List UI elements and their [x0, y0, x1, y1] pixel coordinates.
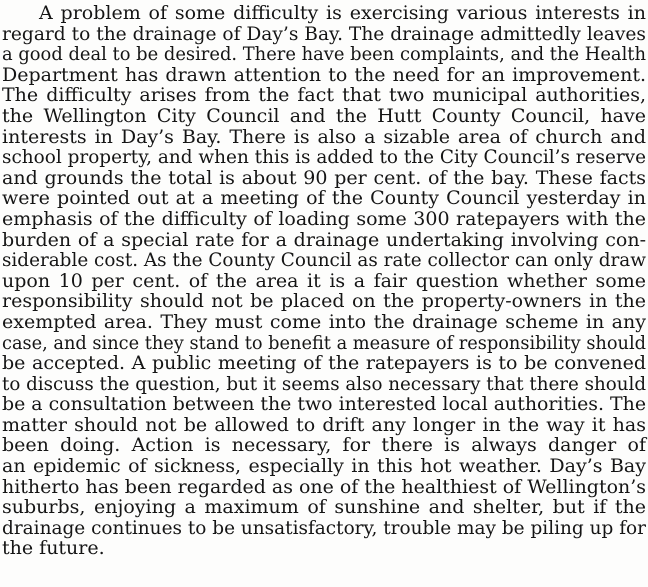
article-line-26: drainage continues to be unsatisfactory, trouble may be piling up for	[2, 516, 646, 539]
article-line-21: matter should not be allowed to drift any longer in the way it has	[2, 413, 646, 436]
article-line-1: A problem of some difficulty is exercising various interests in	[39, 2, 646, 24]
article-line-25: suburbs, enjoying a maximum of sunshine and shelter, but if the	[2, 496, 646, 519]
article-line-23: an epidemic of sickness, especially in this hot weather. Day’s Bay	[2, 455, 646, 478]
article-line-24: hitherto has been regarded as one of the healthiest of Wellington’s	[2, 475, 646, 498]
article-line-27: the future.	[2, 537, 105, 560]
article-line-5: The difficulty arises from the fact that two municipal authorities,	[2, 84, 646, 107]
article-line-16: exempted area. They must come into the drainage scheme in any	[2, 310, 646, 333]
article-line-7: interests in Day’s Bay. There is also a sizable area of church and	[2, 125, 646, 148]
article-line-11: emphasis of the difficulty of loading some 300 ratepayers with the	[2, 207, 646, 230]
article-line-14: upon 10 per cent. of the area it is a fair question whether some	[2, 269, 646, 292]
article-line-15: responsibility should not be placed on the property-owners in the	[2, 290, 646, 313]
article-line-18: be accepted. A public meeting of the ratepayers is to be convened	[2, 352, 646, 375]
article-line-12: burden of a special rate for a drainage undertaking involving con-	[2, 228, 646, 251]
article-line-2: regard to the drainage of Day’s Bay. The drainage admittedly leaves	[2, 22, 646, 45]
editorial-article	[2, 3, 646, 559]
article-line-22: been doing. Action is necessary, for there is always danger of	[2, 434, 646, 457]
article-line-4: Department has drawn attention to the need for an improvement.	[2, 63, 646, 86]
article-line-17: case, and since they stand to benefit a measure of responsibility should	[2, 331, 647, 354]
article-line-8: school property, and when this is added to the City Council’s reserve	[2, 146, 646, 169]
article-line-6: the Wellington City Council and the Hutt County Council, have	[2, 104, 646, 127]
article-line-10: were pointed out at a meeting of the County Council yesterday in	[2, 187, 646, 210]
article-line-20: be a consultation between the two interested local authorities. The	[2, 393, 647, 416]
article-line-19: to discuss the question, but it seems also necessary that there should	[2, 372, 647, 395]
article-line-3: a good deal to be desired. There have been complaints, and the Health	[2, 43, 647, 66]
article-line-9: and grounds the total is about 90 per cent. of the bay. These facts	[2, 166, 646, 189]
article-line-13: siderable cost. As the County Council as rate collector can only draw	[2, 249, 646, 272]
